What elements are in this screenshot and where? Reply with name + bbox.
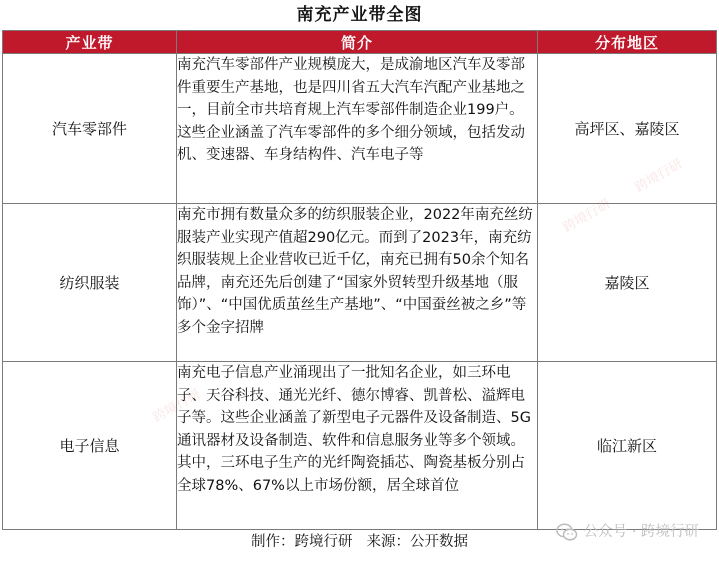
- industry-name-cell: 汽车零部件: [3, 54, 177, 204]
- region-cell: 嘉陵区: [538, 204, 717, 362]
- table-row: [3, 54, 717, 204]
- column-header-description: 简介: [177, 31, 538, 54]
- footer-producer: 制作：跨境行研: [251, 534, 353, 550]
- watermark-text: 公众号 · 跨境行研: [583, 524, 699, 540]
- description-cell: 南充汽车零部件产业规模庞大，是成渝地区汽车及零部件重要生产基地，也是四川省五大汽车汽配产业基地之一，目前全市共培育规上汽车零部件制造企业199户。这些企业涵盖了汽车零部件的多个细分领域，包括发动机、变速器、车身结构件、汽车电子等: [177, 54, 538, 204]
- table-header-row: [3, 31, 717, 54]
- description-cell: 南充电子信息产业涌现出了一批知名企业，如三环电子、天谷科技、通光光纤、德尔博睿、凯普松、溢辉电子等。这些企业涵盖了新型电子元器件及设备制造、5G通讯器材及设备制造、软件和信息服务业等多个领域。其中，三环电子生产的光纤陶瓷插芯、陶瓷基板分别占全球78%、67%以上市场份额，居全球首位: [177, 362, 538, 530]
- industry-name-cell: 电子信息: [3, 362, 177, 530]
- footer-source: 来源：公开数据: [366, 534, 468, 550]
- region-cell: 临江新区: [538, 362, 717, 530]
- table-row: [3, 362, 717, 530]
- account-watermark: [556, 522, 699, 542]
- description-cell: 南充市拥有数量众多的纺织服装企业，2022年南充丝纺服装产业实现产值超290亿元。而到了2023年，南充纺织服装规上企业营收已近千亿，南充已拥有50余个知名品牌，南充还先后创建了“国家外贸转型升级基地（服饰）”、“中国优质茧丝生产基地”、“中国蚕丝被之乡”等多个金字招牌: [177, 204, 538, 362]
- faint-watermark: 跨境行研: [150, 386, 204, 426]
- faint-watermark: 跨境行研: [560, 196, 614, 236]
- column-header-industry: 产业带: [3, 31, 177, 54]
- column-header-region: 分布地区: [538, 31, 717, 54]
- industry-belt-table: [2, 30, 717, 530]
- region-cell: 高坪区、嘉陵区: [538, 54, 717, 204]
- wechat-icon: [556, 522, 578, 542]
- faint-watermark: 跨境行研: [632, 156, 686, 196]
- page-title: 南充产业带全图: [296, 5, 423, 25]
- table-row: [3, 204, 717, 362]
- industry-name-cell: 纺织服装: [3, 204, 177, 362]
